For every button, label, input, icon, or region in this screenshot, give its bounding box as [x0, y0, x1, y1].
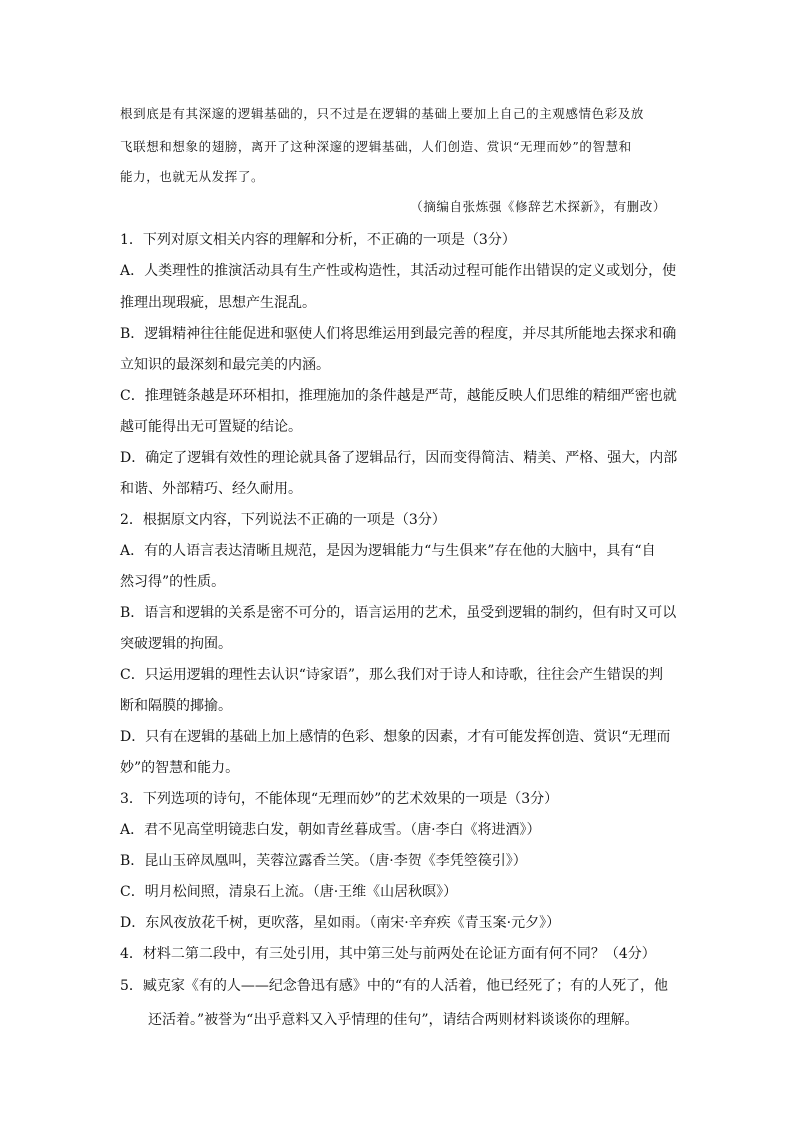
option-line: B．逻辑精神往往能促进和驱使人们将思维运用到最完善的程度，并尽其所能地去探求和确: [120, 326, 677, 342]
option-line: 断和隔膜的揶揄。: [120, 698, 232, 714]
source-citation: （摘编自张炼强《修辞艺术探新》，有删改）: [410, 199, 666, 214]
option-line: 推理出现瑕疵，思想产生混乱。: [120, 295, 316, 311]
passage-line: 能力，也就无从发挥了。: [120, 169, 265, 184]
option-line: 然习得”的性质。: [120, 574, 226, 590]
passage-line: 飞联想和想象的翅膀，离开了这种深邃的逻辑基础，人们创造、赏识“无理而妙”的智慧和: [120, 139, 632, 154]
question-3-stem: 3．下列选项的诗句，不能体现“无理而妙”的艺术效果的一项是（3分）: [120, 791, 559, 807]
option-line: D．确定了逻辑有效性的理论就具备了逻辑品行，因而变得简洁、精美、严格、强大，内部: [120, 450, 678, 466]
question-4-stem: 4．材料二第二段中，有三处引用，其中第三处与前两处在论证方面有何不同？（4分）: [120, 946, 656, 962]
question-1-stem: 1．下列对原文相关内容的理解和分析，不正确的一项是（3分）: [120, 232, 516, 248]
option-line: A．有的人语言表达清晰且规范，是因为逻辑能力“与生俱来”存在他的大脑中，具有“自: [120, 543, 656, 559]
question-2-stem: 2．根据原文内容，下列说法不正确的一项是（3分）: [120, 512, 446, 528]
option-line: A．君不见高堂明镜悲白发，朝如青丝暮成雪。（唐·李白《将进酒》）: [120, 822, 541, 838]
option-line: C．推理链条越是环环相扣，推理施加的条件越是严苛，越能反映人们思维的精细严密也就: [120, 388, 677, 404]
passage-line: 根到底是有其深邃的逻辑基础的，只不过是在逻辑的基础上要加上自己的主观感情色彩及放: [120, 106, 645, 121]
option-line: D．东风夜放花千树，更吹落，星如雨。（南宋·辛弃疾《青玉案·元夕》）: [120, 915, 561, 931]
question-5-continuation: 还活着。”被誉为“出乎意料又入乎情理的佳句”，请结合两则材料谈谈你的理解。: [148, 1012, 639, 1028]
option-line: C．明月松间照，清泉石上流。（唐·王维《山居秋暝》）: [120, 884, 458, 900]
option-line: 立知识的最深刻和最完美的内涵。: [120, 357, 330, 373]
option-line: A．人类理性的推演活动具有生产性或构造性，其活动过程可能作出错误的定义或划分，使: [120, 263, 677, 279]
option-line: 和谐、外部精巧、经久耐用。: [120, 481, 302, 497]
question-5-stem: 5．臧克家《有的人——纪念鲁迅有感》中的“有的人活着，他已经死了；有的人死了，他: [120, 978, 669, 994]
option-line: 妙”的智慧和能力。: [120, 760, 240, 776]
option-line: 越可能得出无可置疑的结论。: [120, 419, 302, 435]
option-line: 突破逻辑的拘囿。: [120, 636, 232, 652]
option-line: B．昆山玉碎凤凰叫，芙蓉泣露香兰笑。（唐·李贺《李凭箜篌引》）: [120, 853, 527, 869]
option-line: C．只运用逻辑的理性去认识“诗家语”，那么我们对于诗人和诗歌，往往会产生错误的判: [120, 667, 664, 683]
option-line: D．只有在逻辑的基础上加上感情的色彩、想象的因素，才有可能发挥创造、赏识“无理而: [120, 729, 671, 745]
option-line: B．语言和逻辑的关系是密不可分的，语言运用的艺术，虽受到逻辑的制约，但有时又可以: [120, 605, 677, 621]
